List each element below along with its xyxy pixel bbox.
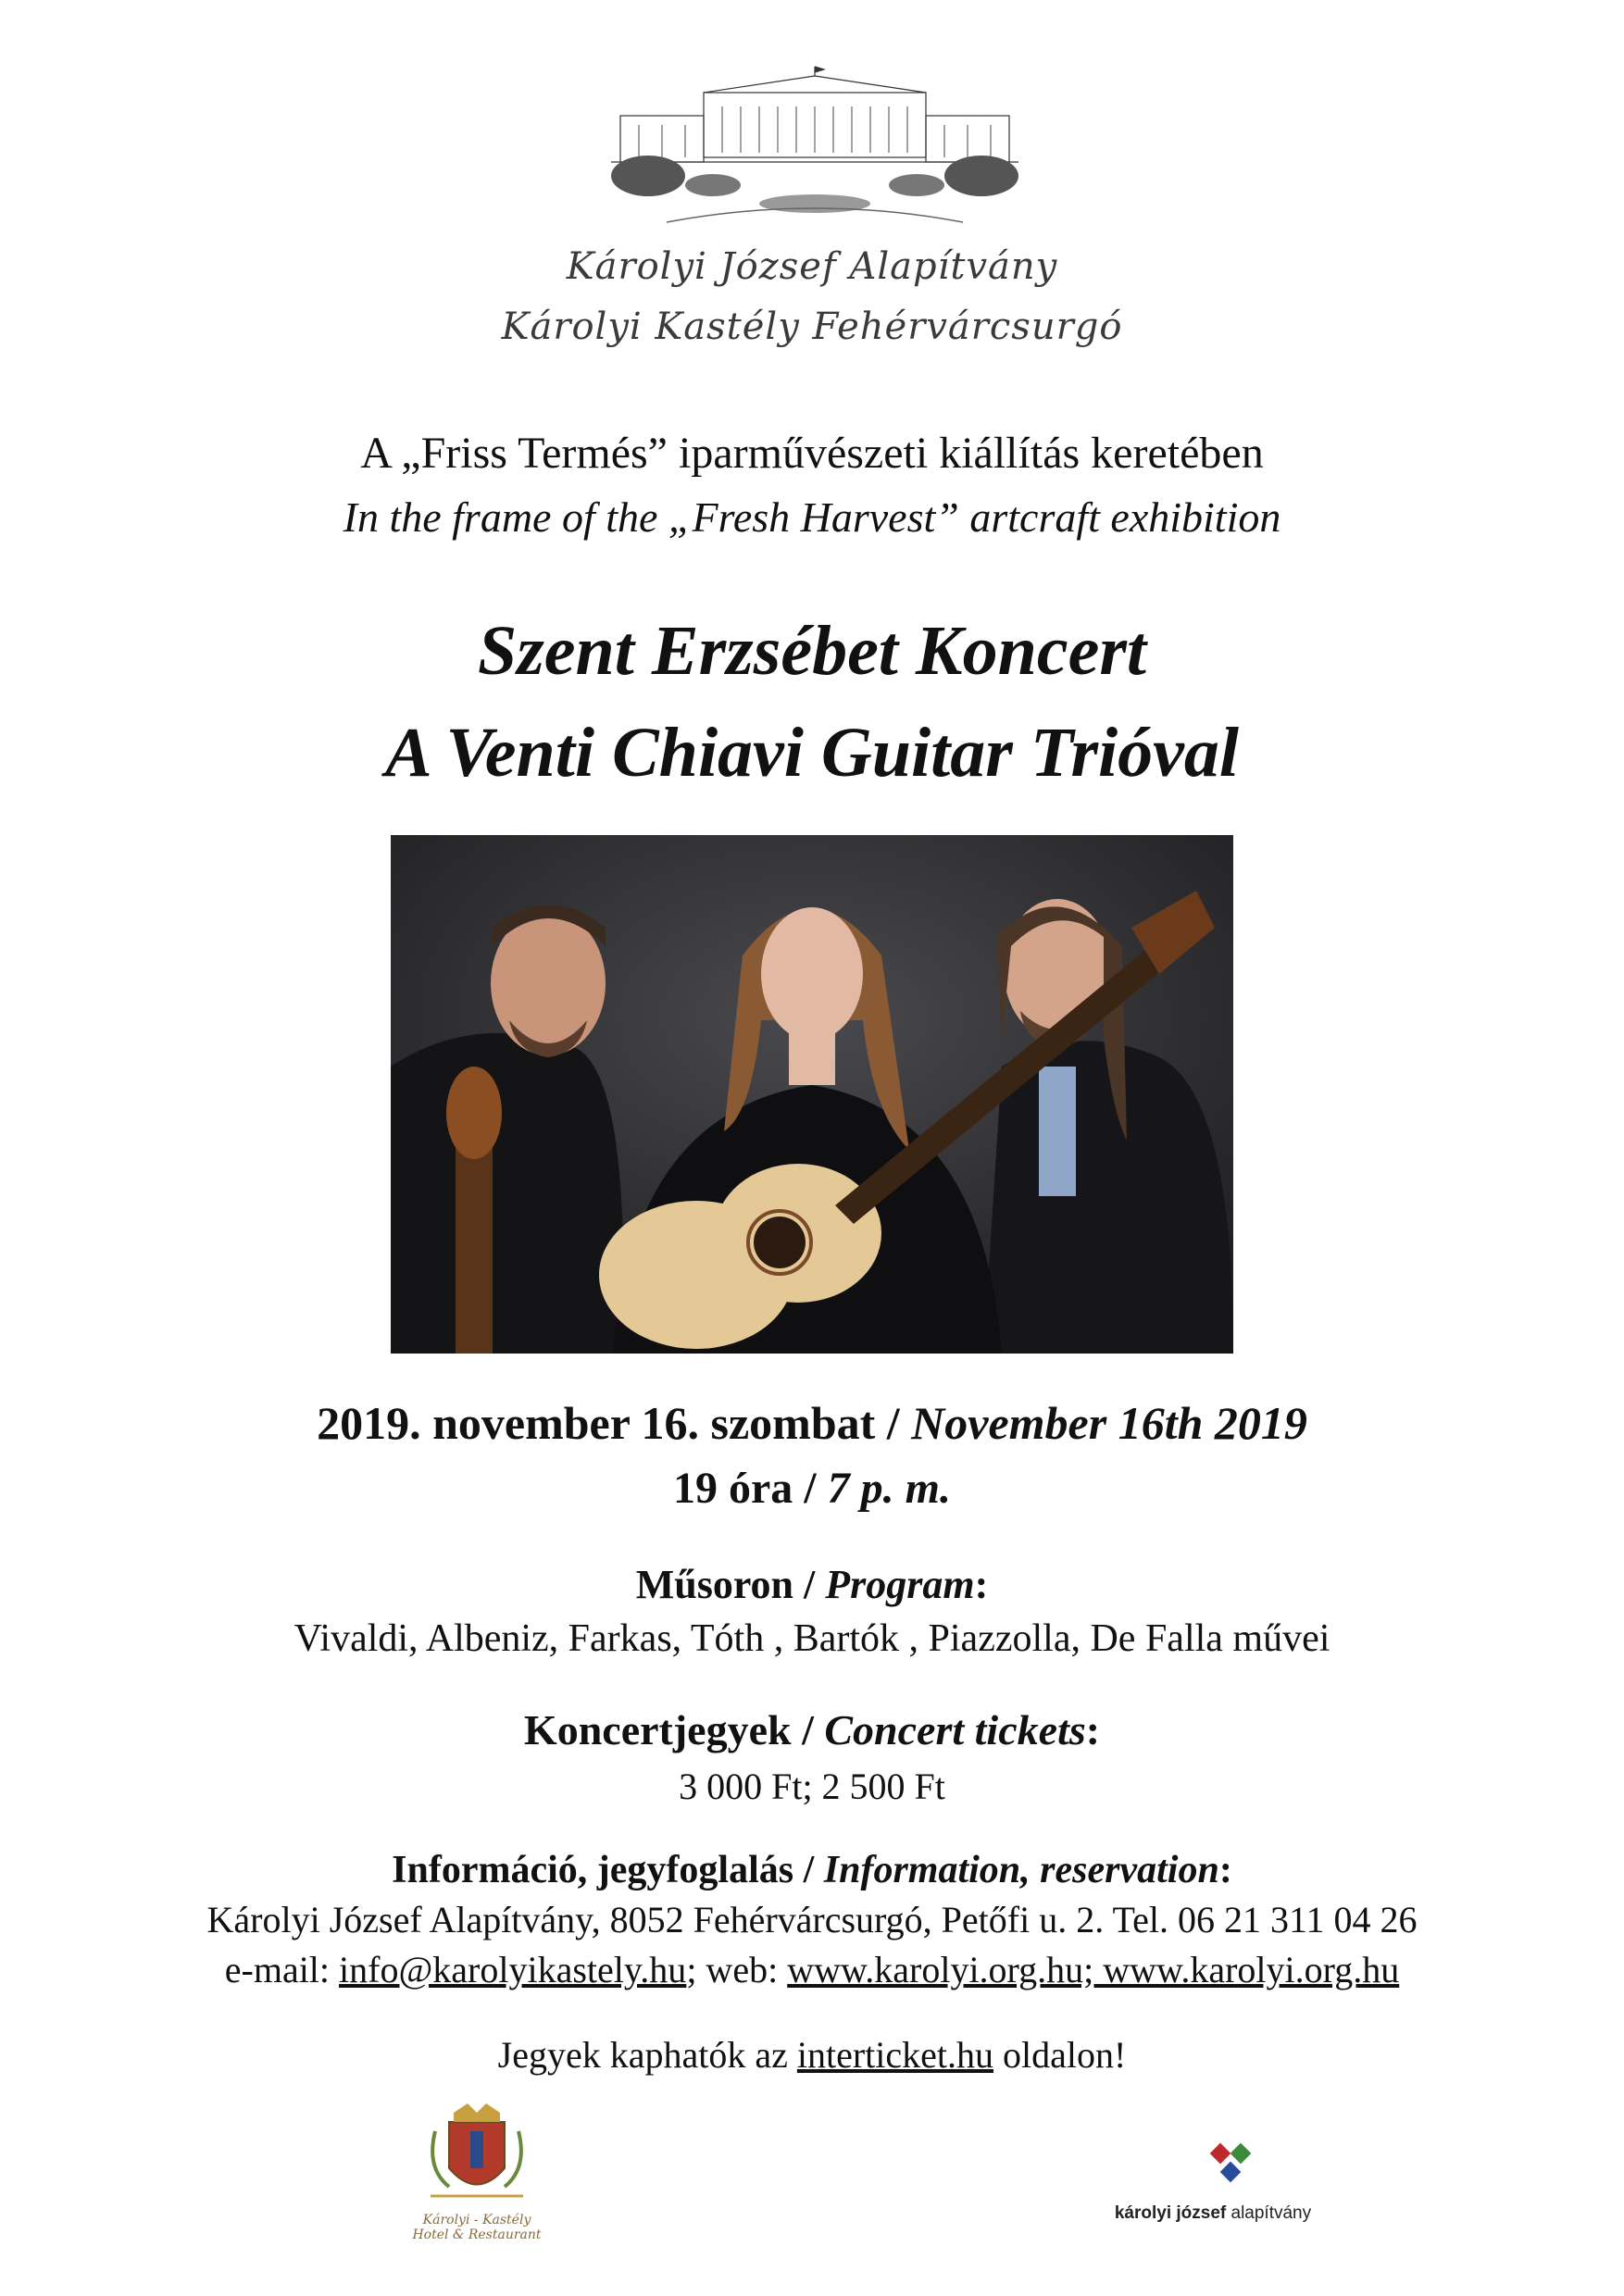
castle-engraving-icon bbox=[611, 65, 1018, 231]
info-colon: : bbox=[1218, 1849, 1232, 1891]
diamond-squares-icon bbox=[1102, 2129, 1361, 2259]
foundation-name: Károlyi József Alapítvány bbox=[566, 245, 1058, 288]
web-prefix: ; web: bbox=[686, 1949, 788, 1990]
interticket-link[interactable]: interticket.hu bbox=[796, 2034, 994, 2076]
event-date bbox=[0, 1396, 1624, 1450]
tickets-label-en: Concert tickets bbox=[824, 1706, 1086, 1753]
info-contacts bbox=[0, 1948, 1624, 1991]
foundation-logo-bold: károlyi józsef bbox=[1114, 2203, 1227, 2223]
date-english: November 16th 2019 bbox=[911, 1397, 1307, 1449]
castle-name: Károlyi Kastély Fehérvárcsurgó bbox=[501, 306, 1123, 348]
event-time bbox=[0, 1463, 1624, 1514]
concert-subtitle: A Venti Chiavi Guitar Trióval bbox=[384, 714, 1240, 792]
crest-caption-line1: Károlyi - Kastély bbox=[422, 2213, 531, 2227]
ticket-note-suffix: oldalon! bbox=[993, 2034, 1127, 2076]
info-heading bbox=[0, 1848, 1624, 1892]
crest-caption bbox=[398, 2213, 556, 2242]
program-composers: Vivaldi, Albeniz, Farkas, Tóth , Bartók , Piazzolla, De Falla művei bbox=[294, 1617, 1330, 1660]
tickets-label-hu: Koncertjegyek / bbox=[523, 1706, 825, 1753]
email-link[interactable]: info@karolyikastely.hu bbox=[339, 1949, 687, 1990]
intro-hungarian: A „Friss Termés” iparművészeti kiállítás keretében bbox=[360, 429, 1264, 478]
foundation-logo-text bbox=[1018, 2203, 1407, 2224]
crest-caption-line2: Hotel & Restaurant bbox=[412, 2227, 542, 2242]
ticket-note bbox=[0, 2033, 1624, 2077]
info-label-hu: Információ, jegyfoglalás / bbox=[392, 1849, 824, 1891]
web-link[interactable]: www.karolyi.org.hu; www.karolyi.org.hu bbox=[787, 1949, 1400, 1990]
time-hungarian: 19 óra / bbox=[673, 1464, 828, 1513]
foundation-logo-normal: alapítvány bbox=[1226, 2203, 1312, 2223]
info-label-en: Information, reservation bbox=[823, 1849, 1219, 1891]
info-address: Károlyi József Alapítvány, 8052 Fehérvárcsurgó, Petőfi u. 2. Tel. 06 21 311 04 26 bbox=[206, 1899, 1418, 1940]
program-colon: : bbox=[974, 1562, 989, 1607]
program-label-en: Program bbox=[825, 1562, 975, 1607]
ticket-note-prefix: Jegyek kaphatók az bbox=[497, 2034, 797, 2076]
time-english: 7 p. m. bbox=[827, 1464, 951, 1513]
intro-english: In the frame of the „Fresh Harvest” artcraft exhibition bbox=[343, 493, 1281, 541]
castle-crest-icon bbox=[398, 2094, 556, 2279]
concert-title: Szent Erzsébet Koncert bbox=[477, 612, 1147, 690]
date-hungarian: 2019. november 16. szombat / bbox=[317, 1397, 912, 1449]
email-prefix: e-mail: bbox=[224, 1949, 340, 1990]
guitar-trio-photo bbox=[391, 835, 1233, 1354]
program-label-hu: Műsoron / bbox=[635, 1562, 826, 1607]
tickets-heading bbox=[0, 1705, 1624, 1754]
tickets-colon: : bbox=[1085, 1706, 1101, 1753]
ticket-prices: 3 000 Ft; 2 500 Ft bbox=[679, 1766, 945, 1807]
program-heading bbox=[0, 1561, 1624, 1608]
